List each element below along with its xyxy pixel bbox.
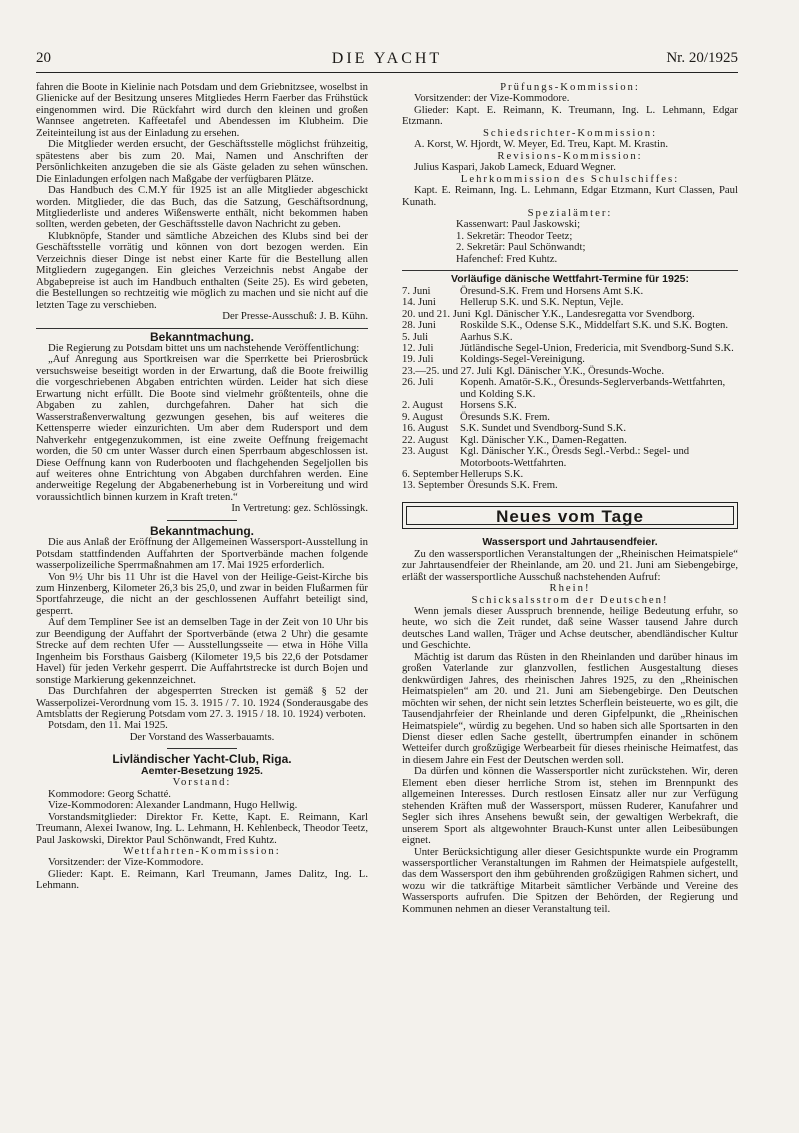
vize-kommodoren-line: Vize-Kommodoren: Alexander Landmann, Hugo Hellwig.: [48, 799, 298, 812]
schedule-event: Roskilde S.K., Odense S.K., Middelfart S.K. und S.K. Bogten.: [460, 319, 729, 332]
spezialamt-line: Hafenchef: Fred Kuhtz.: [456, 252, 558, 265]
club-subheading: Aemter-Besetzung 1925.: [141, 764, 263, 777]
vorstandsmitglieder-line: Vorstandsmitglieder: Direktor Fr. Kette, Kapt. E. Reimann, Karl Treumann, Alexei Iwanow, Ing. L. Lehmann, H. Kehlenbeck, Theodor Teetz, Paul Jaskowski, Direktor Paul Schönwandt, Fred Kuhtz.: [36, 810, 368, 846]
schedule-date: 23.—25. und 27. Juli: [402, 364, 493, 377]
spezialaemter-list: [402, 219, 738, 265]
intro-paragraph: Die Mitglieder werden ersucht, der Geschäftsstelle möglichst frühzeitig, spätestens aber bis zum 20. Mai, Namen und Anschriften der Persönlichkeiten anzugeben die sie als Gäste geladen zu sehen wünschen. Die Einladungen erfolgen nach Maßgabe der verfügbaren Plätze.: [36, 138, 368, 185]
schedule-event: Öresunds S.K. Frem.: [460, 410, 550, 423]
schedule-row: [402, 480, 738, 491]
news-paragraph: Zu den wassersportlichen Veranstaltungen der „Rheinischen Heimatspiele“ zur Jahrtausendfeier der Rheinlande, am 20. und 21. Juni am Siebengebirge, erläßt der wassersportliche Ausschuß nachstehenden Aufruf:: [402, 547, 738, 583]
schedule-row: [402, 400, 738, 411]
pruefungs-vorsitz: Vorsitzender: der Vize-Kommodore.: [414, 92, 570, 105]
bekanntmachung-1-signature: In Vertretung: gez. Schlössingk.: [231, 502, 368, 515]
schedule-event: Öresunds S.K. Frem.: [467, 479, 558, 492]
schedule-date: 23. August: [402, 445, 449, 458]
section-divider: [36, 328, 368, 329]
schedule-event: Kgl. Dänischer Y.K., Öresunds-Woche.: [496, 364, 664, 377]
intro-signature: Der Presse-Ausschuß: J. B. Kühn.: [222, 310, 368, 323]
schiedsrichter-kommission-label: Schiedsrichter-Kommission:: [482, 126, 658, 139]
spezialamt-line: 1. Sekretär: Theodor Teetz;: [456, 229, 573, 242]
schedule-event: Hellerups S.K.: [460, 467, 524, 480]
schedule-date: 28. Juni: [402, 319, 436, 332]
schedule-title: Vorläufige dänische Wettfahrt-Termine für 1925:: [450, 273, 690, 286]
magazine-title: DIE YACHT: [331, 50, 443, 67]
schedule-row: [402, 297, 738, 308]
schedule-date: 19. Juli: [402, 353, 434, 366]
news-rhein-line: Rhein!: [549, 582, 591, 595]
bekanntmachung-2-paragraph: Von 9½ Uhr bis 11 Uhr ist die Havel von der Heilige-Geist-Kirche bis zum Hinzenberg, Kilometer 26,3 bis 25,0, und zwar in beiden Flußarmen für Sportfahrzeuge, die nicht an der geschlossenen Auffahrt beteiligt sind, gesperrt.: [36, 570, 368, 617]
schedule-date: 5. Juli: [402, 330, 429, 343]
intro-paragraph: Das Handbuch des C.M.Y für 1925 ist an alle Mitglieder abgeschickt worden. Mitglieder, die das Buch, das die Satzung, Geschäftsordnung, Mitgliederliste und anderes Wißenswerte enthält, nicht bekommen haben sollten, werden gebeten, der Geschäftsstelle davon Nachricht zu geben.: [36, 184, 368, 231]
schedule-date: 9. August: [402, 410, 443, 423]
intro-paragraph: fahren die Boote in Kielinie nach Potsdam und dem Griebnitzsee, woselbst in Glienicke auf der Besitzung unseres Mitgliedes Herrn Faerber das Frühstück eingenommen wird. Die Rückfahrt wird durch den kleinen und großen Wannsee angetreten. Kaffeetafel und Abendessen im Klubheim. Die Zeiteinteilung ist aus der Einladung zu ersehen.: [36, 81, 368, 139]
bekanntmachung-2-paragraph: Die aus Anlaß der Eröffnung der Allgemeinen Wassersport-Ausstellung in Potsdam stattfindenden Auffahrten der Sportverbände machen folgende wasserpolizeiliche Sperrmaßnahmen am 17. Mai 1925 erforderlich.: [36, 536, 368, 572]
club-heading: Livländischer Yacht-Club, Riga.: [112, 752, 292, 767]
right-column: [402, 82, 738, 915]
lehrkommission-members: Kapt. E. Reimann, Ing. L. Lehmann, Edgar Etzmann, Kurt Classen, Paul Kunath.: [402, 184, 738, 208]
schedule-date: 12. Juli: [402, 341, 434, 354]
schiedsrichter-members: A. Korst, W. Hjordt, W. Meyer, Ed. Treu, Kapt. M. Krastin.: [414, 138, 668, 151]
schedule-event: Koldings-Segel-Vereinigung.: [460, 353, 585, 366]
regatta-schedule: [402, 286, 738, 492]
schedule-event: S.K. Sundet und Svendborg-Sund S.K.: [460, 422, 627, 435]
revisions-members: Julius Kaspari, Jakob Lameck, Eduard Wegner.: [414, 161, 616, 174]
schedule-date: 2. August: [402, 399, 443, 412]
schedule-date: 16. August: [402, 422, 449, 435]
schedule-event: Jütländische Segel-Union, Fredericia, mit Svendborg-Sund S.K.: [460, 341, 734, 354]
news-box-heading: Neues vom Tage: [402, 502, 738, 529]
schedule-event: Kgl. Dänischer Y.K., Öresds Segl.-Verbd.: Segel- und Motorboots-Wettfahrten.: [460, 445, 690, 469]
bekanntmachung-2-paragraph: Auf dem Templiner See ist an demselben Tage in der Zeit von 10 Uhr bis zur Beendigung der Auffahrt der Sportverbände (etwa 2 Uhr) die gesamte Strecke auf dem rechten Ufer — Ausstellungsseite — etwa in Höhe Villa Ingenheim bis Forsthaus Gaisberg (Kilometer 19,5 bis 22,6 der Potsdamer Havel) für jeden Verkehr gesperrt. Die Auffahrtstrecke ist durch Bojen und sonstige Markierung gekennzeichnet.: [36, 616, 368, 686]
pruefungs-glieder: Glieder: Kapt. E. Reimann, K. Treumann, Ing. L. Lehmann, Edgar Etzmann.: [402, 103, 738, 128]
schedule-date: 6. September: [402, 467, 459, 480]
news-title: Wassersport und Jahrtausendfeier.: [482, 536, 658, 549]
wettfahrten-glieder: Glieder: Kapt. E. Reimann, Karl Treumann, James Dalitz, Ing. L. Lehmann.: [36, 867, 368, 892]
schedule-date: 20. und 21. Juni: [402, 307, 471, 320]
spezialamt-line: 2. Sekretär: Paul Schönwandt;: [456, 241, 586, 254]
schedule-event: Kgl. Dänischer Y.K., Damen-Regatten.: [460, 433, 627, 446]
bekanntmachung-1-body: „Auf Anregung aus Sportkreisen war die Sperrkette bei Prierosbrück versuchsweise beseitigt worden in der Erwartung, daß die Boote freiwillig die vorgeschriebenen Abgaben entrichten würden. Leider hat sich diese Erwartung nicht erfüllt. Die Boote sind vielmehr größtenteils, ohne die Abgaben zu zahlen, durchgefahren. Daher hat sich die Wasserstraßenverwaltung gezwungen gesehen, bis auf weiteres die Kettensperre wieder einzurichten. Um aber dem Rudersport und dem Nahverkehr entgegenzukommen, ist eine zweite Oeffnung freigemacht worden, die 50 cm unter Wasser durch einen Sperrbaum abgeschlossen ist. Diese Oeffnung kann von Ruderbooten und flachgehenden Segeljollen bis auf weiteres ohne Entrichtung von Abgaben durchfahren werden. Eine anderweitige Regelung der Abgabenerhebung ist in Vorbereitung und wird voraussichtlich binnen kurzem in Kraft treten.“: [36, 353, 368, 503]
schedule-row: [402, 446, 738, 469]
revisions-kommission-label: Revisions-Kommission:: [497, 149, 643, 162]
schedule-event: Aarhus S.K.: [460, 330, 513, 343]
schedule-event: Kgl. Dänischer Y.K., Landesregatta vor Svendborg.: [474, 307, 695, 320]
section-divider: [402, 270, 738, 271]
bekanntmachung-2-heading: Bekanntmachung.: [149, 523, 254, 538]
schedule-event: Kopenh. Amatör-S.K., Öresunds-Seglerverbands-Wettfahrten, und Kolding S.K.: [460, 376, 726, 400]
bekanntmachung-1-lead: Die Regierung zu Potsdam bittet uns um nachstehende Veröffentlichung:: [48, 341, 360, 354]
spezialamt-line: Kassenwart: Paul Jaskowski;: [456, 218, 581, 231]
news-paragraph: Da dürfen und können die Wassersportler nicht zurückstehen. Wir, deren Element eben dieser herrliche Strom ist, stehen im Brennpunkt des allgemeinen Interesses. Durch restlosen Einsatz aller nur zur Verfügung stehenden Kräften muß der Wassersport, müssen Ruderer, Kanufahrer und Segler sich ihres Ansehens bewußt sein, der gewaltigen Werbekraft, die unserem Sport als altgewohnter Brauch-Kunst unter allen Leibesübungen eignet.: [402, 765, 738, 847]
header-rule: [36, 72, 738, 73]
bekanntmachung-2-paragraph: Das Durchfahren der abgesperrten Strecken ist gemäß § 52 der Wasserpolizei-Verordnung vom 15. 3. 1915 / 7. 10. 1924 (Sonderausgabe des Amtsblatts der Regierung Potsdam vom 27. 3. 1915 / 18. 10. 1924) verboten.: [36, 685, 368, 721]
bekanntmachung-1-heading: Bekanntmachung.: [149, 329, 254, 344]
issue-number: Nr. 20/1925: [666, 50, 738, 66]
schedule-event: Öresund-S.K. Frem und Horsens Amt S.K.: [460, 284, 644, 297]
schedule-row: [402, 320, 738, 331]
schedule-date: 22. August: [402, 433, 449, 446]
wettfahrten-kommission-label: Wettfahrten-Kommission:: [123, 845, 281, 857]
section-divider: [167, 520, 237, 521]
schedule-event: Horsens S.K.: [460, 399, 517, 412]
bekanntmachung-2-date: Potsdam, den 11. Mai 1925.: [48, 719, 168, 732]
schedule-event: Hellerup S.K. und S.K. Neptun, Vejle.: [460, 296, 624, 309]
kommodore-line: Kommodore: Georg Schatté.: [48, 787, 171, 800]
intro-paragraph: Klubknöpfe, Stander und sämtliche Abzeichen des Klubs sind bei der Geschäftsstelle vorrätig und können von dort bezogen werden. Ein Verzeichnis dieser Dinge ist nebst einer Karte für die Bestellung allen Mitgliedern zugegangen. Ein gleiches Verzeichnis nebst Angabe der Abgabepreise ist auch im Handbuch enthalten (Seite 25). Es wird gebeten, die Bestellungen so rechtzeitig wie möglich zu machen und sie nicht auf die letzten Tage zu verschieben.: [36, 229, 368, 311]
schedule-date: 7. Juni: [402, 284, 431, 297]
pruefungs-kommission-label: Prüfungs-Kommission:: [500, 81, 640, 93]
bekanntmachung-2-signature: Der Vorstand des Wasserbauamts.: [129, 730, 275, 743]
schedule-date: 13. September: [402, 479, 464, 492]
spezialaemter-label: Spezialämter:: [527, 206, 613, 219]
wettfahrten-vorsitz: Vorsitzender: der Vize-Kommodore.: [48, 856, 204, 869]
page-number: 20: [36, 50, 51, 66]
news-strom-line: Schicksalsstrom der Deutschen!: [471, 593, 669, 606]
news-paragraph: Wenn jemals dieser Ausspruch brennende, heilige Bedeutung erfuhr, so heute, wo sich die Zeit rundet, daß seine Wasser tausend Jahre durch deutsches Land wallen, Träger und Achse deutscher, abendländischer Kultur und Geschichte.: [402, 605, 738, 652]
schedule-date: 26. Juli: [402, 376, 434, 389]
vorstand-label: Vorstand:: [172, 776, 232, 789]
section-divider: [167, 748, 237, 749]
news-paragraph: Mächtig ist darum das Rüsten in den Rheinlanden und darüber hinaus im großen Vaterlande zur glanzvollen, festlichen Ausgestaltung dieses denkwürdigen Jahres, des rheinischen Jahres 1925, zu den „Rheinischen Heimatspielen“ am 20. und 21. Juni am Siebengebirge. Den Deutschen möchten wir sehen, der nicht sein letztes Scherflein beisteuerte, wo es gilt, die Tausendjahrfeier der Rheinlande und deren Gipfelpunkt, die „Rheinischen Heimatspiele“, würdig zu begehen. Und so haben sich alle Sportsarten in den Dienst dieser edlen Sache gestellt, übertrumpfen einander in schönem Wetteifer durch großzügige Werbearbeit für dieses rheinische Heimatfest, das in diesem Jahre ein Fest der Deutschen werden soll.: [402, 650, 738, 766]
schedule-row: [402, 423, 738, 434]
lehrkommission-label: Lehrkommission des Schulschiffes:: [460, 172, 680, 185]
left-column: [36, 82, 368, 892]
schedule-row: [402, 377, 738, 400]
news-paragraph: Unter Berücksichtigung aller dieser Gesichtspunkte wurde ein Programm wassersportlicher Veranstaltungen im Rahmen der Heimatspiele aufgestellt, das dem Wassersport den ihm gebührenden großzügigen Rahmen sichert, und wozu wir die tatkräftige Mitarbeit sämtlicher Verbände und Vereine des Wassersports aufrufen. Die Spitzen der Behörden, der Regierung und Kommunen nehmen an dieser Veranstaltung teil.: [402, 845, 738, 915]
schedule-date: 14. Juni: [402, 296, 436, 309]
